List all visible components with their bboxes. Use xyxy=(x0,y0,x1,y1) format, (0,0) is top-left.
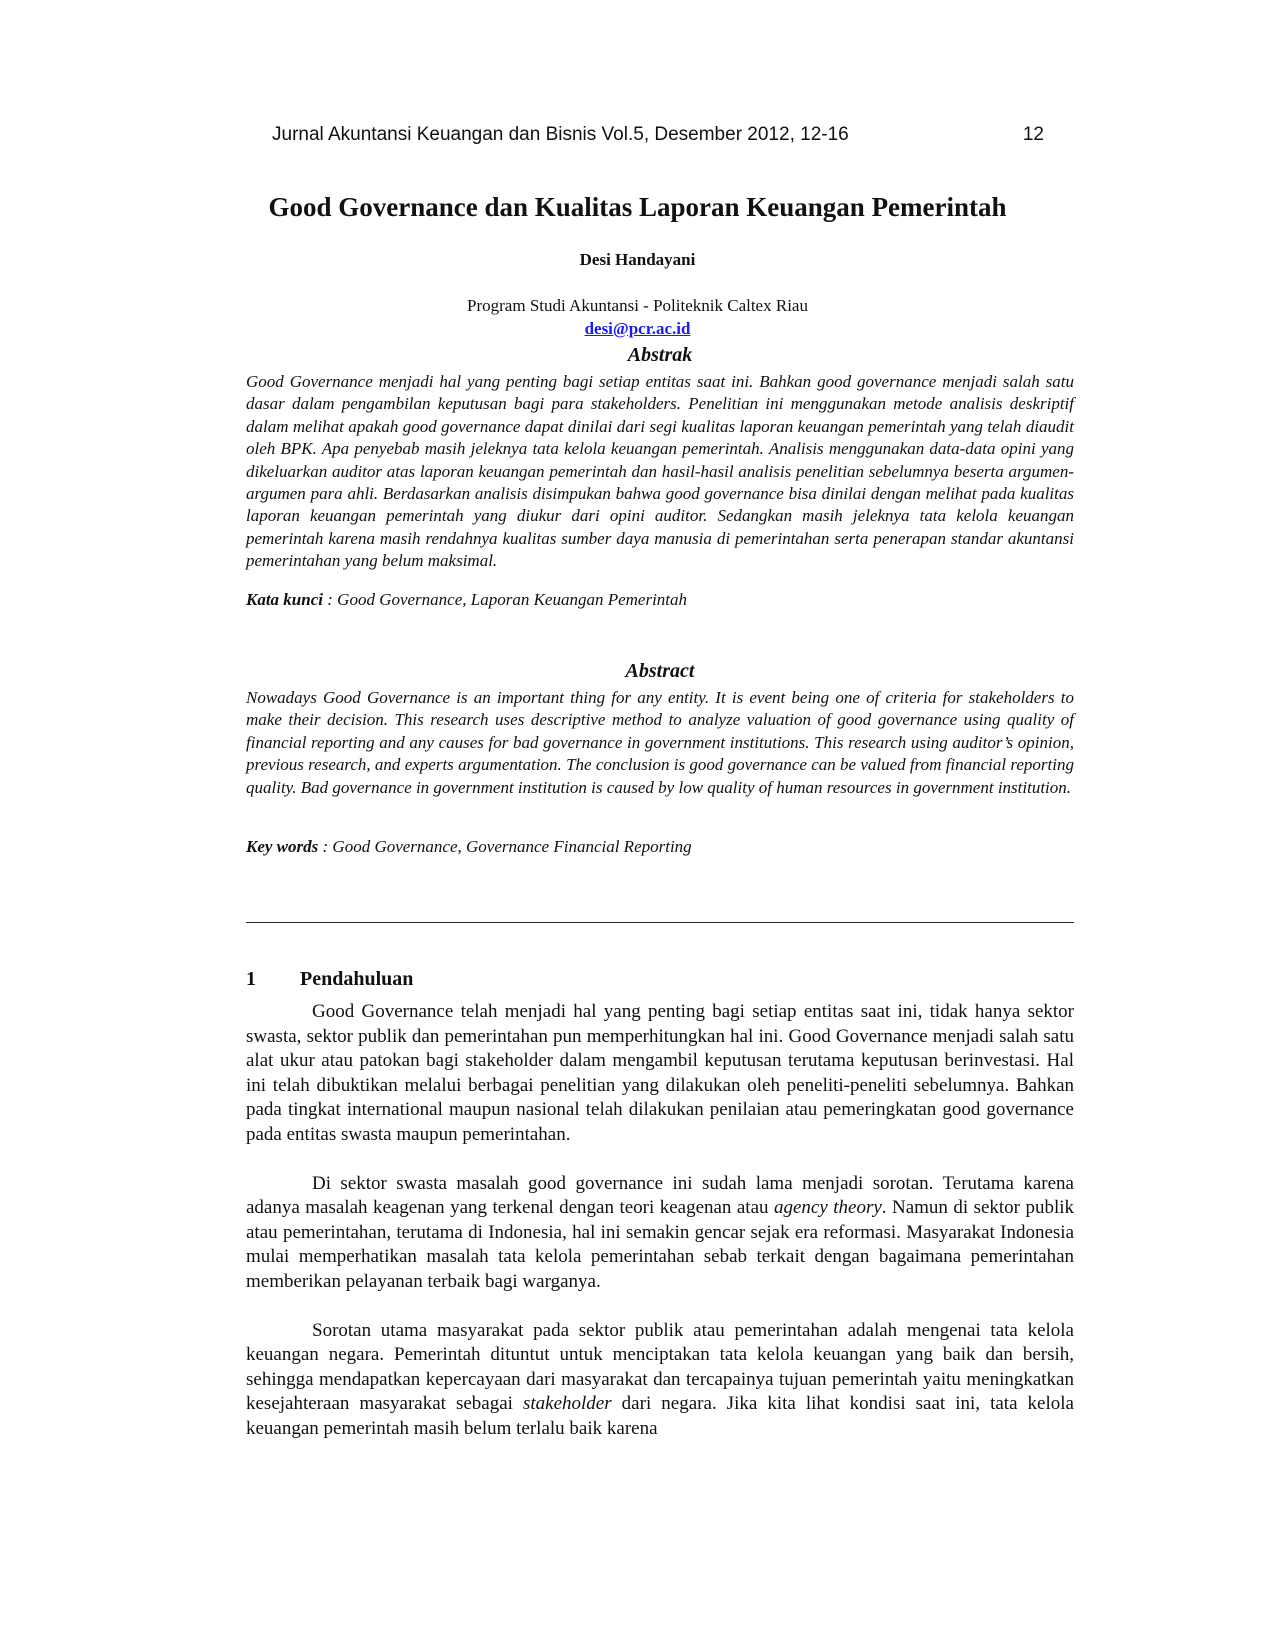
section-divider xyxy=(246,922,1074,923)
abstrak-section xyxy=(246,344,1074,610)
abstract-section xyxy=(246,660,1074,857)
author-name: Desi Handayani xyxy=(579,250,696,269)
section-body xyxy=(246,1000,1074,1442)
affiliation-block xyxy=(0,294,1275,340)
section-title: Pendahuluan xyxy=(300,968,414,990)
kata-kunci xyxy=(246,590,1074,610)
section-number: 1 xyxy=(246,968,256,990)
abstrak-text: Good Governance menjadi hal yang penting bagi setiap entitas saat ini. Bahkan good governance menjadi salah satu dasar dalam pengambilan keputusan bagi para stakeholders. Penelitian ini menggunakan metode analisis deskriptif dalam melihat apakah good governance dapat dinilai dari segi kualitas laporan keuangan pemerintah yang telah diaudit oleh BPK. Apa penyebab masih jeleknya tata kelola keuangan pemerintah. Analisis menggunakan data-data opini yang dikeluarkan auditor atas laporan keuangan pemerintah dan hasil-hasil analisis penelitian sebelumnya beserta argumen-argumen para ahli. Berdasarkan analisis disimpukan bahwa good governance bisa dinilai dengan melihat pada kualitas laporan keuangan pemerintah yang diukur dari opini auditor. Sedangkan masih jeleknya tata kelola keuangan pemerintah karena masih rendahnya kualitas sumber daya manusia di pemerintahan serta penerapan standar akuntansi pemerintahan yang belum maksimal. xyxy=(246,372,1074,571)
affiliation: Program Studi Akuntansi - Politeknik Caltex Riau xyxy=(467,296,808,315)
kata-kunci-label: Kata kunci xyxy=(246,589,323,609)
abstract-heading: Abstract xyxy=(625,660,695,682)
p3-text-b: dari negara. Jika kita lihat kondisi saat ini, tata kelola keuangan pemerintah masih belum terlalu baik karena xyxy=(246,1393,1074,1439)
key-words-label: Key words xyxy=(246,837,319,857)
p2-text-b: . Namun di sektor publik atau pemerintahan, terutama di Indonesia, hal ini semakin gencar sejak era reformasi. Masyarakat Indonesia mulai memperhatikan masalah tata kelola pemerintahan sebab terkait dengan bagaimana pemerintahan memberikan pelayanan terbaik bagi warganya. xyxy=(246,1197,1075,1292)
key-words xyxy=(246,837,1074,857)
running-header xyxy=(272,124,1044,146)
body-paragraph-3 xyxy=(246,1319,1074,1442)
author-email-link[interactable]: desi@pcr.ac.id xyxy=(584,319,691,338)
page-number: 12 xyxy=(1022,124,1044,145)
abstract-text: Nowadays Good Governance is an important thing for any entity. It is event being one of criteria for stakeholders to make their decision. This research uses descriptive method to analyze valuation of good governance using quality of financial reporting and any causes for bad governance in government institutions. This research using auditor’s opinion, previous research, and experts argumentation. The conclusion is good governance can be valued from financial reporting quality. Bad governance in government institution is caused by low quality of human resources in government institution. xyxy=(246,688,1074,797)
paper-title: Good Governance dan Kualitas Laporan Keuangan Pemerintah xyxy=(268,192,1007,222)
p3-text-a: Sorotan utama masyarakat pada sektor publik atau pemerintahan adalah mengenai tata kelola keuangan negara. Pemerintah dituntut untuk menciptakan tata kelola keuangan yang baik dan bersih, sehingga mendapatkan kepercayaan dari masyarakat dan tercapainya tujuan pemerintah yaitu meningkatkan kesejahteraan masyarakat sebagai xyxy=(246,1319,1074,1415)
journal-citation: Jurnal Akuntansi Keuangan dan Bisnis Vol.5, Desember 2012, 12-16 xyxy=(272,124,849,145)
kata-kunci-values: : Good Governance, Laporan Keuangan Pemerintah xyxy=(323,589,688,609)
body-paragraph-2 xyxy=(246,1172,1074,1295)
abstrak-heading: Abstrak xyxy=(627,344,693,366)
body-paragraph-1: Good Governance telah menjadi hal yang penting bagi setiap entitas saat ini, tidak hanya sektor swasta, sektor publik dan pemerintahan pun memperhitungkan hal ini. Good Governance menjadi salah satu alat ukur atau patokan bagi stakeholder dalam mengambil keputusan terutama keputusan berinvestasi. Hal ini telah dibuktikan melalui berbagai penelitian yang dilakukan oleh peneliti-peneliti sebelumnya. Bahkan pada tingkat international maupun nasional telah dilakukan penilaian atau pemeringkatan good governance pada entitas swasta maupun pemerintahan. xyxy=(246,1001,1074,1145)
p2-emphasis: agency theory xyxy=(773,1197,882,1219)
p2-text-a: Di sektor swasta masalah good governance ini sudah lama menjadi sorotan. Terutama karena adanya masalah keagenan yang terkenal dengan teori keagenan atau xyxy=(246,1172,1074,1219)
section-heading-pendahuluan xyxy=(246,968,413,991)
key-words-values: : Good Governance, Governance Financial Reporting xyxy=(318,837,692,857)
p3-emphasis: stakeholder xyxy=(522,1393,612,1415)
